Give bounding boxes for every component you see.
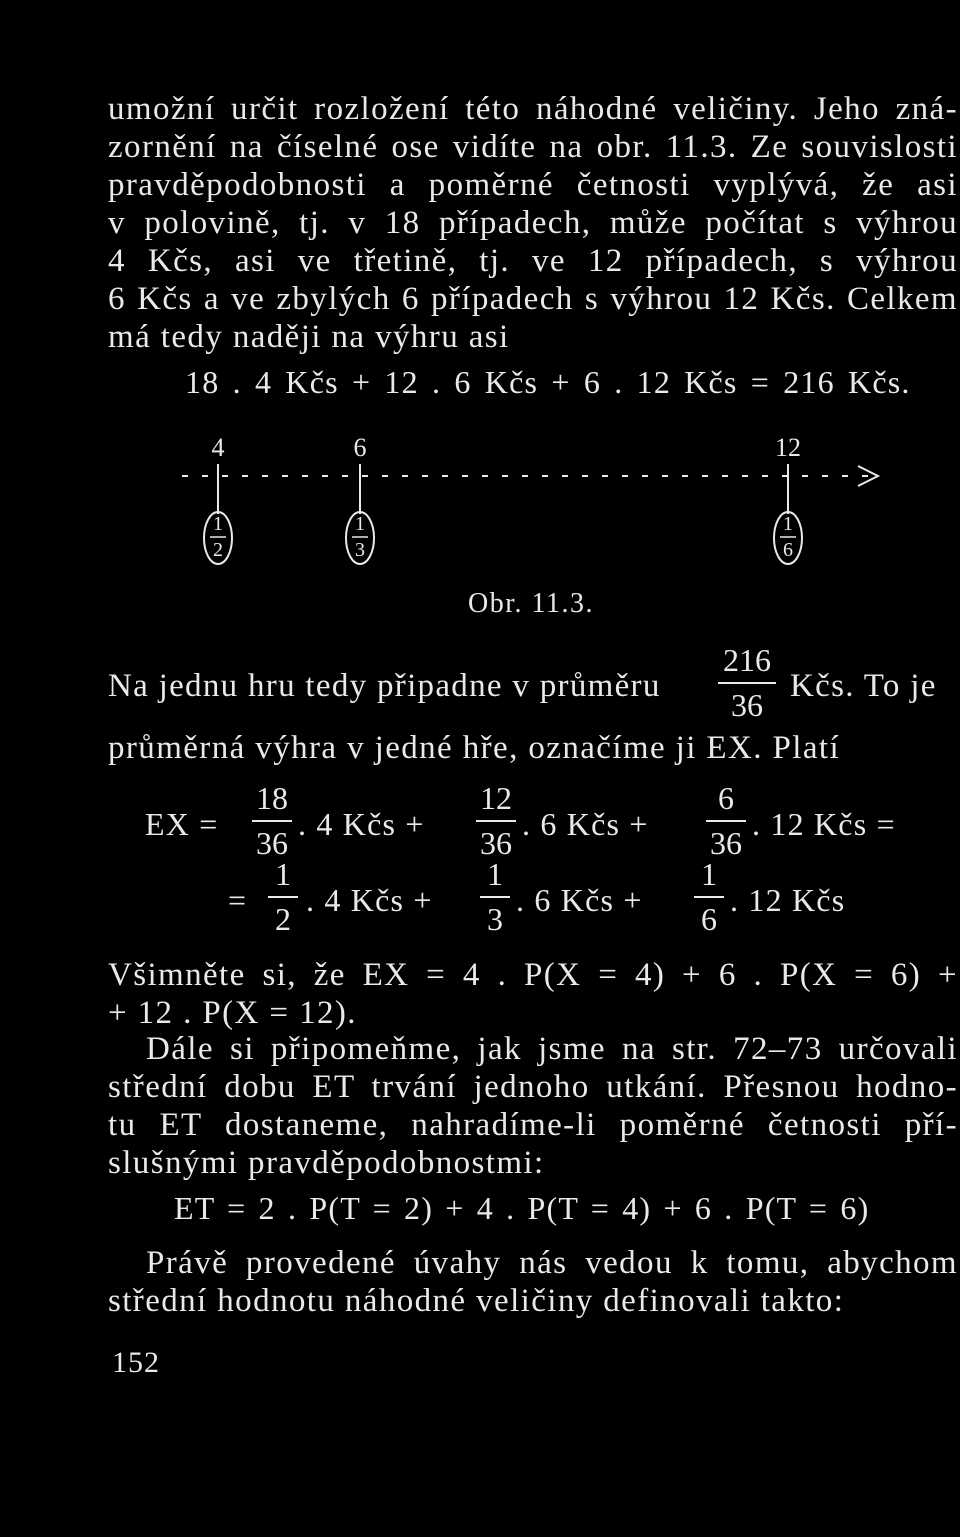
probability-den: 3	[355, 539, 365, 561]
ex-line2-term-1: . 4 Kčs +	[306, 882, 433, 918]
text-kcs-to-je: Kčs. To je	[790, 668, 937, 704]
fraction-6-36	[706, 780, 746, 862]
text-line: Dále si připomeňme, jak jsme na str. 72–73 určovali	[146, 1031, 958, 1067]
text-line: Všimněte si, že EX = 4 . P(X = 4) + 6 . P(X = 6) +	[108, 957, 958, 993]
ex-line2-term-2: . 6 Kčs +	[516, 882, 643, 918]
denominator: 3	[487, 901, 503, 937]
fraction-bar	[480, 896, 510, 898]
number-line-figure	[170, 430, 890, 580]
paragraph-ex-notice	[108, 956, 958, 1032]
denominator: 6	[701, 901, 717, 937]
numerator: 12	[480, 780, 512, 816]
probability-num: 1	[355, 513, 365, 535]
ex-line2-lhs: =	[228, 882, 247, 918]
denominator: 36	[731, 687, 763, 723]
fraction-bar	[268, 896, 298, 898]
equation-et: ET = 2 . P(T = 2) + 4 . P(T = 4) + 6 . P(T = 6)	[174, 1190, 870, 1226]
ex-term-2: . 6 Kčs +	[522, 806, 649, 842]
point-value: 12	[775, 433, 801, 462]
point-12	[774, 433, 802, 564]
fraction-1-3	[480, 856, 510, 938]
text-line: 4 Kčs, asi ve třetině, tj. ve 12 případech, s výhrou	[108, 243, 958, 279]
fraction-216-36	[718, 642, 776, 724]
text-line: má tedy naději na výhru asi	[108, 319, 510, 355]
text-line: slušnými pravděpodobnostmi:	[108, 1145, 545, 1181]
numerator: 1	[275, 856, 291, 892]
fraction-bar	[476, 820, 516, 822]
equation-total-winnings: 18 . 4 Kčs + 12 . 6 Kčs + 6 . 12 Kčs = 216 Kčs.	[185, 364, 911, 400]
text-line: střední hodnotu náhodné veličiny definovali takto:	[108, 1283, 845, 1319]
text-line: v polovině, tj. v 18 případech, může počítat s výhrou	[108, 205, 958, 241]
fraction-bar	[706, 820, 746, 822]
probability-num: 1	[783, 513, 793, 535]
point-6	[346, 433, 374, 564]
fraction-1-2	[268, 856, 298, 938]
text-line: 6 Kčs a ve zbylých 6 případech s výhrou 12 Kčs. Celkem	[108, 281, 958, 317]
fraction-bar	[252, 820, 292, 822]
text-line: Právě provedené úvahy nás vedou k tomu, abychom	[146, 1245, 958, 1281]
point-value: 6	[353, 433, 367, 462]
numerator: 216	[723, 642, 771, 678]
fraction-bar	[694, 896, 724, 898]
text-average-win-ex: průměrná výhra v jedné hře, označíme ji EX. Platí	[108, 730, 841, 766]
numerator: 6	[718, 780, 734, 816]
fraction-12-36	[476, 780, 516, 862]
text-average-per-game: Na jednu hru tedy připadne v průměru	[108, 668, 661, 704]
paragraph-definition-intro	[108, 1244, 958, 1320]
ex-line2-term-3: . 12 Kčs	[730, 882, 846, 918]
probability-den: 2	[213, 539, 223, 561]
probability-den: 6	[783, 539, 793, 561]
text-line: + 12 . P(X = 12).	[108, 995, 357, 1031]
numerator: 1	[701, 856, 717, 892]
numerator: 18	[256, 780, 288, 816]
fraction-18-36	[252, 780, 292, 862]
text-line: umožní určit rozložení této náhodné veličiny. Jeho zná-	[108, 91, 958, 127]
fraction-1-6	[694, 856, 724, 938]
point-4	[204, 433, 232, 564]
figure-caption: Obr. 11.3.	[468, 588, 594, 619]
ex-lhs: EX =	[145, 806, 219, 842]
text-line: pravděpodobnosti a poměrné četnosti vyplývá, že asi	[108, 167, 958, 203]
text-line: tu ET dostaneme, nahradíme-li poměrné četnosti pří-	[108, 1107, 958, 1143]
denominator: 36	[480, 825, 512, 861]
paragraph-distribution-intro	[108, 90, 958, 356]
text-line: zornění na číselné ose vidíte na obr. 11.3. Ze souvislosti	[108, 129, 958, 165]
probability-num: 1	[213, 513, 223, 535]
denominator: 36	[256, 825, 288, 861]
point-value: 4	[211, 433, 225, 462]
numerator: 1	[487, 856, 503, 892]
ex-term-1: . 4 Kčs +	[298, 806, 425, 842]
page-number: 152	[112, 1346, 160, 1379]
ex-term-3: . 12 Kčs =	[752, 806, 896, 842]
paragraph-et-recall	[108, 1030, 958, 1182]
denominator: 2	[275, 901, 291, 937]
denominator: 36	[710, 825, 742, 861]
text-line: střední dobu ET trvání jednoho utkání. Přesnou hodno-	[108, 1069, 958, 1105]
fraction-bar	[718, 682, 776, 684]
